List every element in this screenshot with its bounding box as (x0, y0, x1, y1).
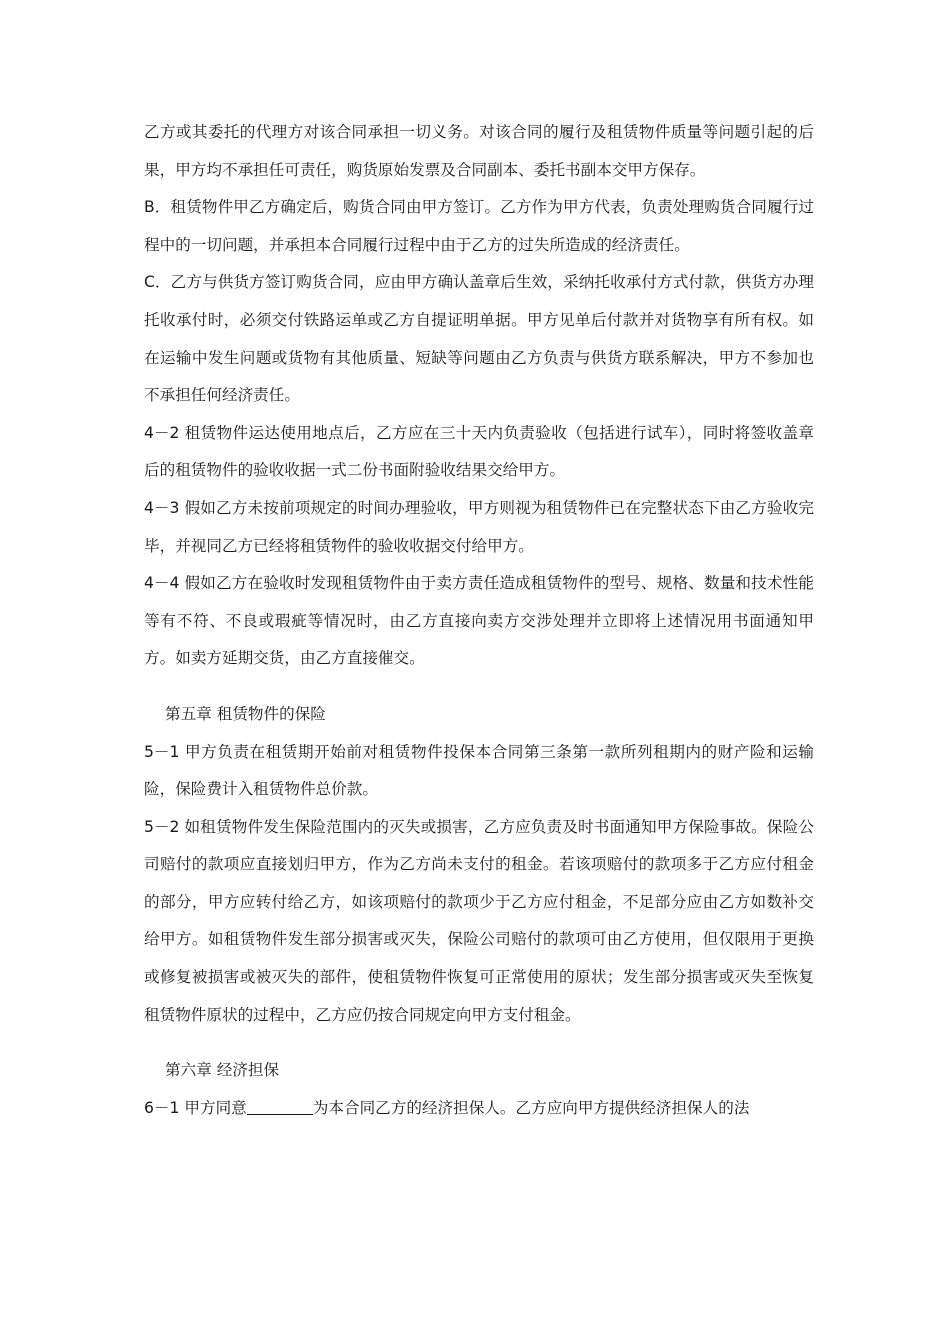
paragraph: C．乙方与供货方签订购货合同，应由甲方确认盖章后生效，采纳托收承付方式付款，供货方办理托收承付时，必须交付铁路运单或乙方自提证明单据。甲方见单后付款并对货物享有所有权。如在运输中发生问题或货物有其他质量、短缺等问题由乙方负责与供货方联系解决，甲方不参加也不承担任何经济责任。 (144, 273, 814, 405)
paragraph-text: 6－1 甲方同意 (144, 1098, 247, 1117)
paragraph: B．租赁物件甲乙方确定后，购货合同由甲方签订。乙方作为甲方代表，负责处理购货合同履行过程中的一切问题，并承担本合同履行过程中由于乙方的过失所造成的经济责任。 (144, 198, 814, 254)
paragraph-text: 为本合同乙方的经济担保人。乙方应向甲方提供经济担保人的法 (312, 1098, 750, 1117)
paragraph: 5－2 如租赁物件发生保险范围内的灭失或损害，乙方应负责及时书面通知甲方保险事故。保险公司赔付的款项应直接划归甲方，作为乙方尚未支付的租金。若该项赔付的款项多于乙方应付租金的部分，甲方应转付给乙方，如该项赔付的款项少于乙方应付租金，不足部分应由乙方如数补交给甲方。如租赁物件发生部分损害或灭失，保险公司赔付的款项可由乙方使用，但仅限用于更换或修复被损害或被灭失的部件，使租赁物件恢复可正常使用的原状；发生部分损害或灭失至恢复租赁物件原状的过程中，乙方应仍按合同规定向甲方支付租金。 (144, 817, 814, 1024)
chapter-heading: 第五章 租赁物件的保险 (165, 704, 326, 723)
section-gap (144, 1034, 814, 1052)
fill-in-blank (247, 1098, 313, 1115)
paragraph: 4－3 假如乙方未按前项规定的时间办理验收，甲方则视为租赁物件已在完整状态下由乙方验收完毕，并视同乙方已经将租赁物件的验收收据交付给甲方。 (144, 498, 814, 555)
paragraph (144, 1090, 814, 1128)
document-body (144, 114, 814, 1127)
paragraph: 4－2 租赁物件运达使用地点后，乙方应在三十天内负责验收（包括进行试车），同时将签收盖章后的租赁物件的验收收据一式二份书面附验收结果交给甲方。 (144, 423, 814, 480)
section-gap (144, 678, 814, 696)
chapter-heading: 第六章 经济担保 (165, 1061, 280, 1080)
paragraph: 乙方或其委托的代理方对该合同承担一切义务。对该合同的履行及租赁物件质量等问题引起的后果，甲方均不承担任可责任，购货原始发票及合同副本、委托书副本交甲方保存。 (144, 123, 814, 179)
paragraph: 5－1 甲方负责在租赁期开始前对租赁物件投保本合同第三条第一款所列租期内的财产险和运输险，保险费计入租赁物件总价款。 (144, 742, 814, 799)
paragraph: 4－4 假如乙方在验收时发现租赁物件由于卖方责任造成租赁物件的型号、规格、数量和技术性能等有不符、不良或瑕疵等情况时，由乙方直接向卖方交涉处理并立即将上述情况用书面通知甲方。如卖方延期交货，由乙方直接催交。 (144, 574, 814, 668)
